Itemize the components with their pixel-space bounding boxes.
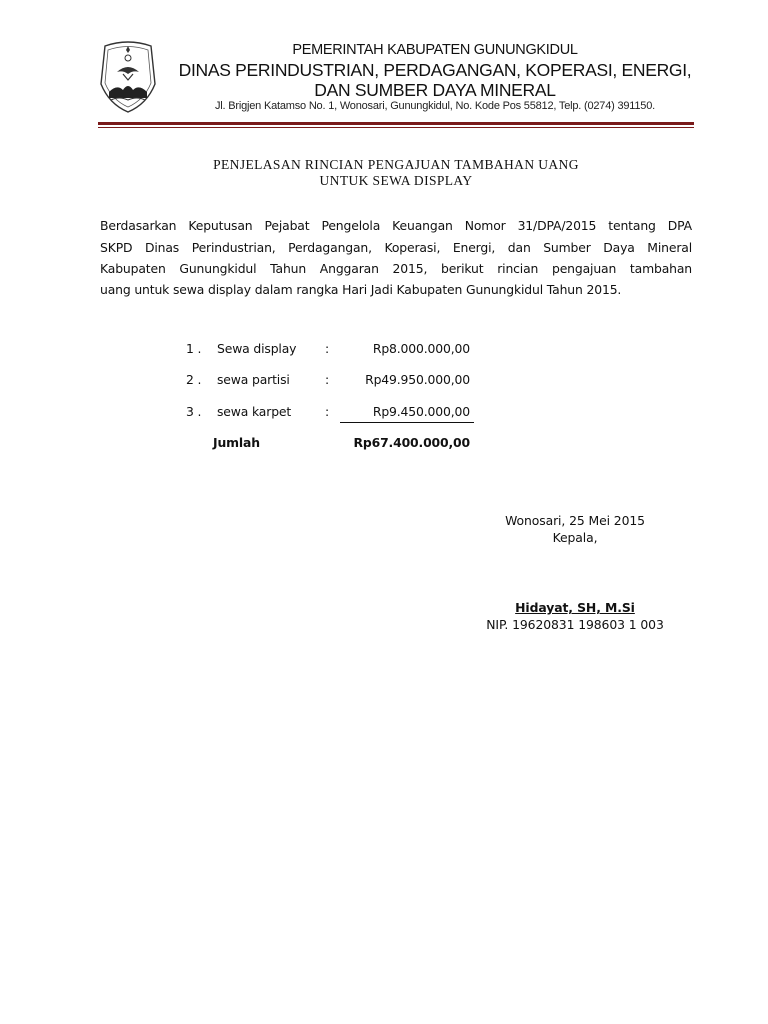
paragraph-line: uang untuk sewa display dalam rangka Hari Jadi Kabupaten Gunungkidul Tahun 2015. (100, 282, 622, 297)
item-amount: Rp9.450.000,00 (372, 404, 470, 419)
item-number: 2 . (186, 372, 202, 387)
item-name: Sewa display (217, 341, 297, 356)
signature-place-date: Wonosari, 25 Mei 2015 (505, 513, 645, 528)
item-number: 3 . (186, 404, 202, 419)
item-colon: : (325, 404, 330, 419)
item-colon: : (325, 372, 330, 387)
letterhead-government-name: PEMERINTAH KABUPATEN GUNUNGKIDUL (292, 42, 578, 58)
item-name: sewa karpet (217, 404, 292, 419)
total-amount: Rp67.400.000,00 (353, 435, 470, 450)
letterhead-divider-thin (98, 127, 694, 128)
paragraph-line: Berdasarkan Keputusan Pejabat Pengelola Keuangan Nomor 31/DPA/2015 tentang DPA (100, 218, 692, 233)
paragraph-line: SKPD Dinas Perindustrian, Perdagangan, Koperasi, Energi, dan Sumber Daya Mineral (100, 240, 692, 255)
signatory-nip: NIP. 19620831 198603 1 003 (486, 617, 664, 632)
subtotal-underline (340, 422, 474, 423)
regency-emblem-icon (97, 40, 159, 114)
item-amount: Rp8.000.000,00 (372, 341, 470, 356)
letterhead-address: Jl. Brigjen Katamso No. 1, Wonosari, Gunungkidul, No. Kode Pos 55812, Telp. (0274) 391150. (215, 100, 655, 112)
letterhead-divider-thick (98, 122, 694, 125)
document-title: PENJELASAN RINCIAN PENGAJUAN TAMBAHAN UANG (213, 157, 579, 172)
total-label: Jumlah (213, 435, 260, 450)
letterhead-agency-name-cont: DAN SUMBER DAYA MINERAL (314, 80, 556, 100)
signatory-name: Hidayat, SH, M.Si (515, 600, 635, 615)
signature-position: Kepala, (552, 530, 598, 545)
paragraph-line: Kabupaten Gunungkidul Tahun Anggaran 2015, berikut rincian pengajuan tambahan (100, 261, 692, 276)
document-subtitle: UNTUK SEWA DISPLAY (319, 173, 473, 188)
item-amount: Rp49.950.000,00 (365, 372, 470, 387)
letterhead-agency-name: DINAS PERINDUSTRIAN, PERDAGANGAN, KOPERASI, ENERGI, (178, 60, 692, 80)
item-number: 1 . (186, 341, 202, 356)
item-colon: : (325, 341, 330, 356)
item-name: sewa partisi (217, 372, 290, 387)
